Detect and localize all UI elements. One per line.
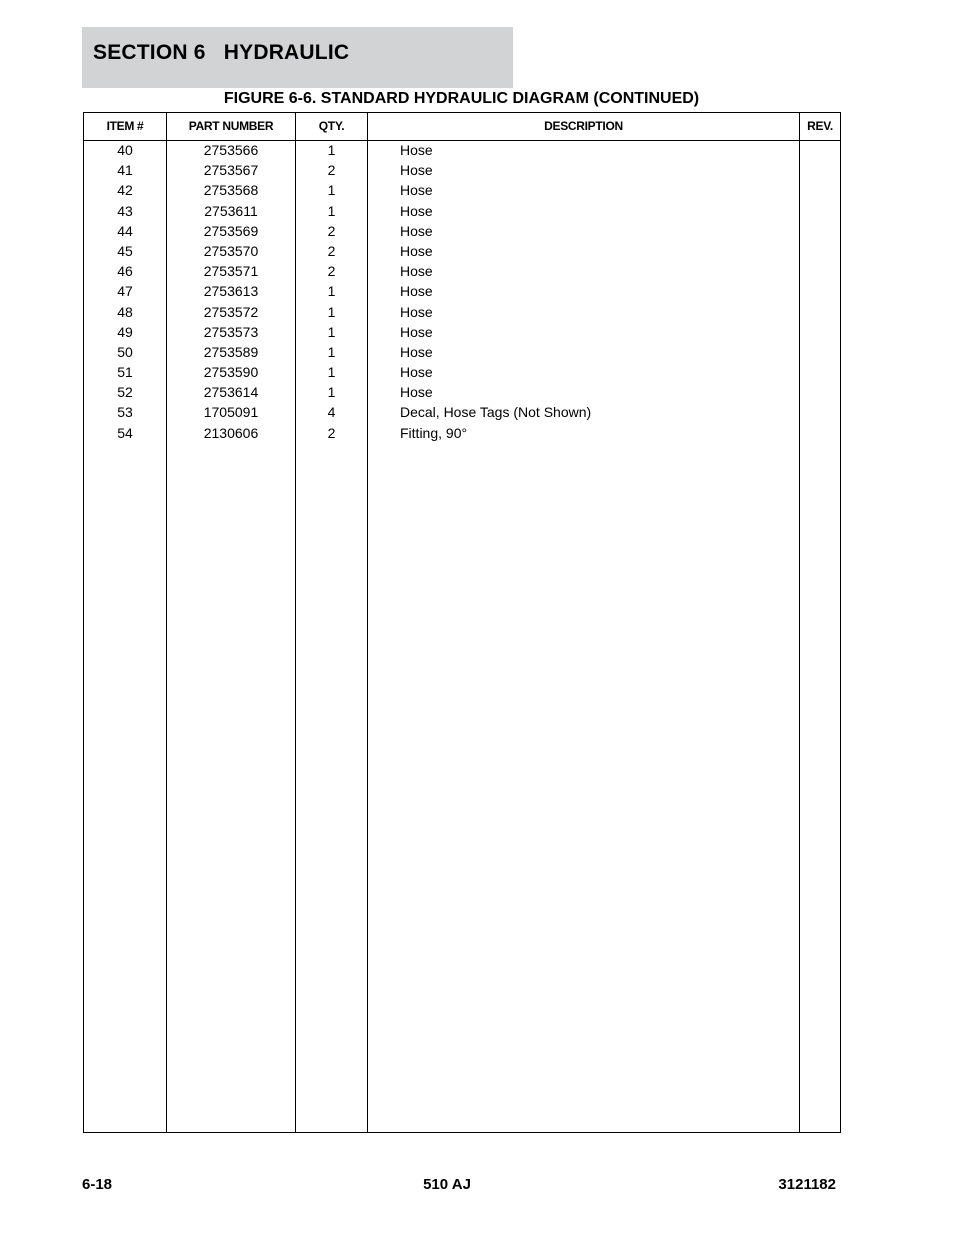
quantity: 1: [327, 142, 336, 158]
description: Hose: [400, 202, 433, 219]
description: Hose: [400, 263, 433, 280]
table-row: [84, 142, 840, 162]
quantity: 1: [327, 303, 336, 320]
description: Hose: [400, 364, 433, 381]
item-number: 50: [117, 343, 133, 360]
part-number: 2753613: [203, 283, 259, 300]
table-row: [84, 364, 840, 384]
header-qty: QTY.: [318, 119, 345, 133]
table-row: [84, 182, 840, 202]
table-row: [84, 425, 840, 445]
quantity: 2: [327, 162, 336, 179]
part-number: 2753566: [203, 142, 259, 158]
item-number: 51: [117, 364, 133, 381]
part-number: 1705091: [203, 404, 259, 421]
quantity: 1: [327, 202, 336, 219]
item-number: 40: [117, 142, 133, 158]
table-row: [84, 243, 840, 263]
part-number: 2753570: [203, 242, 259, 259]
header-item: ITEM #: [106, 119, 144, 133]
part-number: 2753567: [203, 162, 259, 179]
item-number: 42: [117, 182, 133, 199]
item-number: 54: [117, 424, 133, 441]
item-number: 44: [117, 222, 133, 239]
parts-table: [83, 112, 841, 1133]
description: Hose: [400, 182, 433, 199]
description: Hose: [400, 303, 433, 320]
table-row: [84, 344, 840, 364]
item-number: 43: [117, 202, 133, 219]
page-number: 6-18: [82, 1176, 113, 1193]
description: Hose: [400, 283, 433, 300]
description: Hose: [400, 222, 433, 239]
header-rev: REV.: [807, 119, 833, 133]
description: Hose: [400, 162, 433, 179]
header-description: DESCRIPTION: [544, 119, 623, 133]
part-number: 2753611: [204, 202, 258, 219]
header-divider: [84, 140, 840, 141]
part-number: 2753590: [203, 364, 259, 381]
description: Hose: [400, 323, 433, 340]
item-number: 52: [117, 384, 133, 401]
description: Fitting, 90°: [400, 424, 468, 441]
table-row: [84, 162, 840, 182]
section-title: SECTION 6 HYDRAULIC: [93, 41, 350, 64]
figure-title: FIGURE 6-6. STANDARD HYDRAULIC DIAGRAM (CONTINUED): [223, 90, 700, 107]
item-number: 53: [117, 404, 133, 421]
table-row: [84, 304, 840, 324]
header-part-number: PART NUMBER: [188, 119, 274, 133]
item-number: 48: [117, 303, 133, 320]
quantity: 1: [327, 364, 336, 381]
table-row: [84, 223, 840, 243]
part-number: 2753572: [203, 303, 259, 320]
part-number: 2753571: [203, 263, 259, 280]
part-number: 2753589: [203, 343, 259, 360]
quantity: 1: [327, 283, 336, 300]
item-number: 49: [117, 323, 133, 340]
table-row: [84, 404, 840, 424]
part-number: 2753569: [203, 222, 259, 239]
description: Hose: [400, 343, 433, 360]
table-row: [84, 283, 840, 303]
quantity: 4: [327, 404, 336, 421]
quantity: 2: [327, 222, 336, 239]
item-number: 41: [117, 162, 133, 179]
item-number: 46: [117, 263, 133, 280]
manual-number: 3121182: [778, 1176, 836, 1193]
section-banner: [82, 27, 513, 88]
part-number: 2130606: [203, 424, 259, 441]
quantity: 1: [327, 323, 336, 340]
quantity: 1: [327, 384, 336, 401]
description: Hose: [400, 242, 433, 259]
model-name: 510 AJ: [423, 1176, 471, 1193]
quantity: 1: [327, 182, 336, 199]
part-number: 2753614: [203, 384, 259, 401]
table-row: [84, 324, 840, 344]
table-row: [84, 384, 840, 404]
description: Decal, Hose Tags (Not Shown): [400, 404, 592, 421]
part-number: 2753568: [203, 182, 259, 199]
item-number: 47: [117, 283, 133, 300]
quantity: 2: [327, 263, 336, 280]
item-number: 45: [117, 242, 133, 259]
quantity: 2: [327, 424, 336, 441]
description: Hose: [400, 142, 433, 158]
table-row: [84, 203, 840, 223]
table-body: [84, 142, 840, 445]
table-row: [84, 263, 840, 283]
description: Hose: [400, 384, 433, 401]
quantity: 2: [327, 242, 336, 259]
quantity: 1: [327, 343, 336, 360]
part-number: 2753573: [203, 323, 259, 340]
